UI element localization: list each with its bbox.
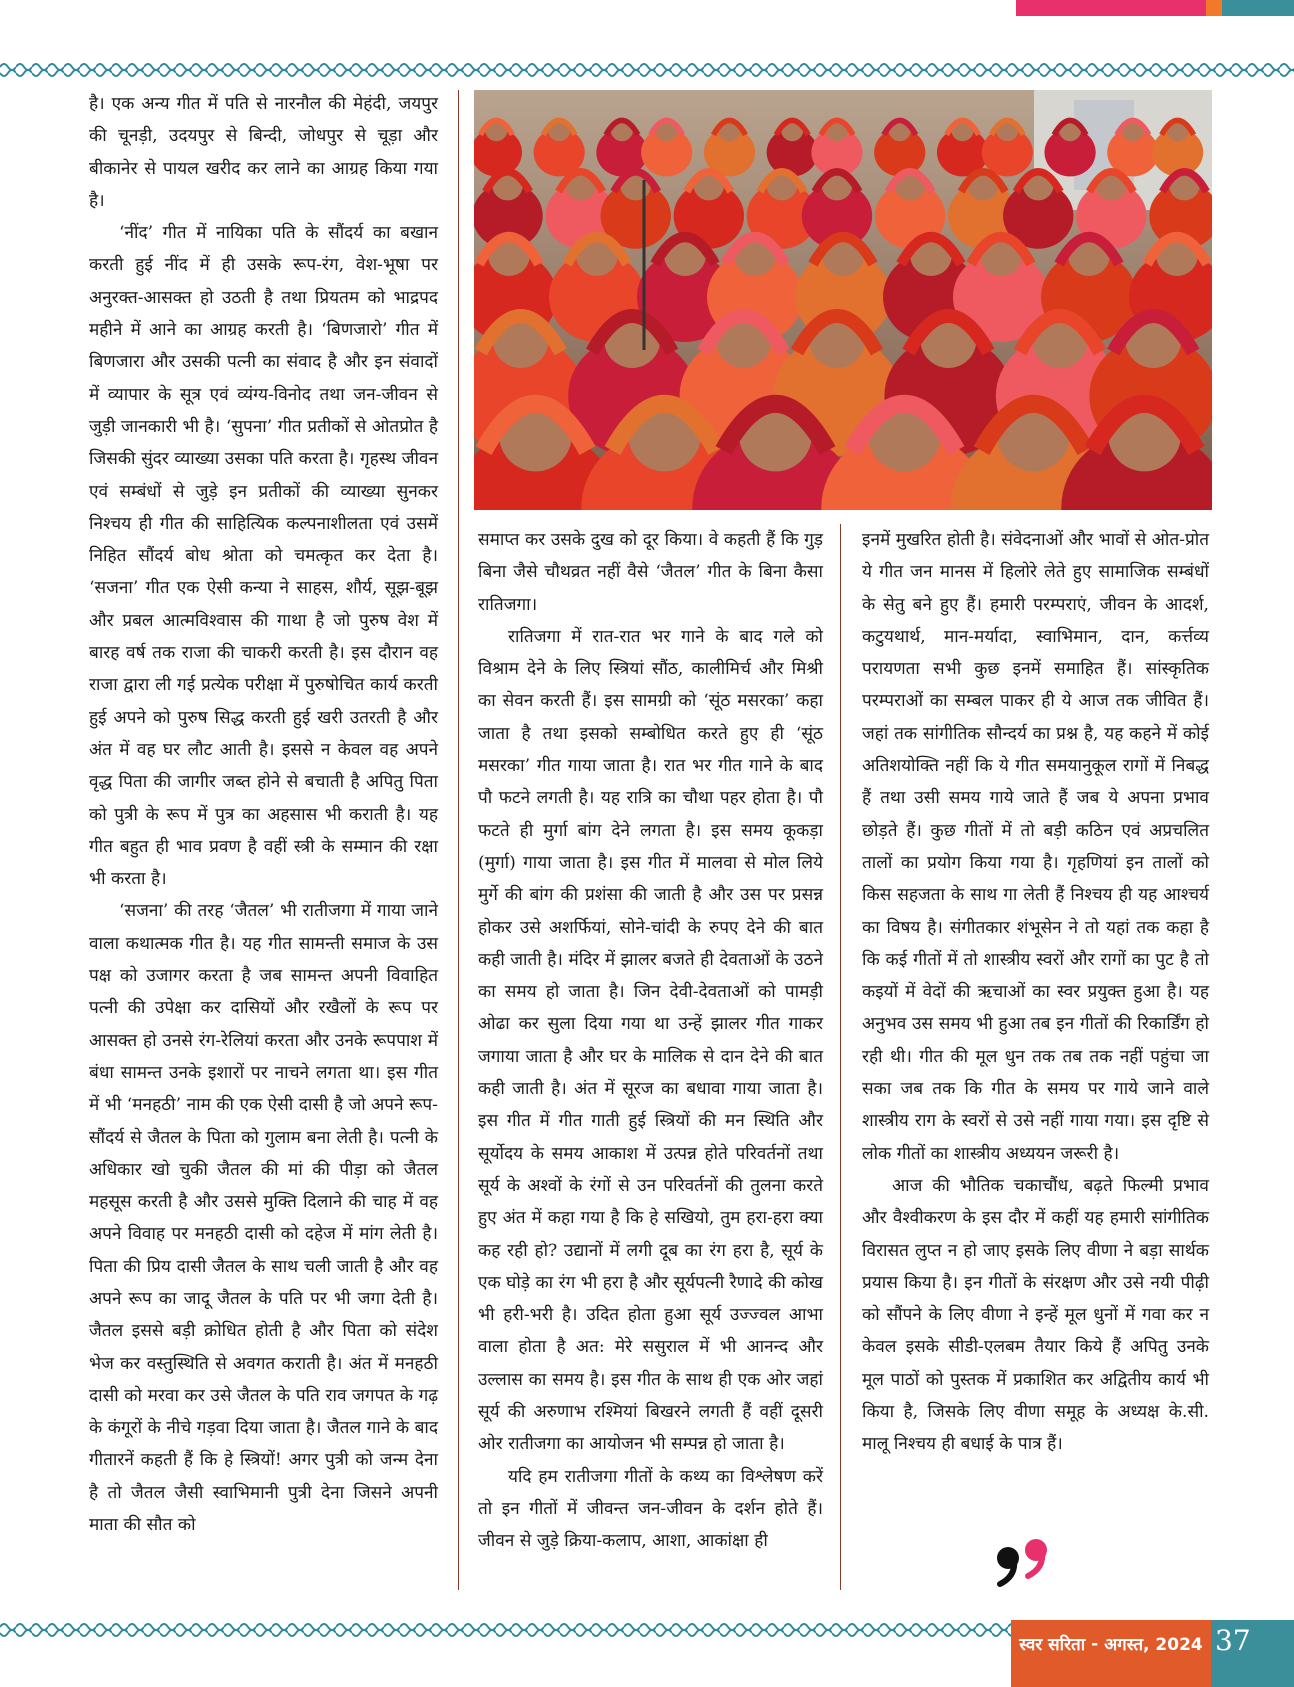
top-bar-teal: [1222, 0, 1294, 16]
paragraph: ‘सजना’ की तरह ‘जैतल’ भी रातीजगा में गाया जाने वाला कथात्मक गीत है। यह गीत सामन्ती समाज के उस पक्ष को उजागर करता है जब सामन्त अपनी विवाहित पत्नी की उपेक्षा कर दासियों और रखैलों के रूप पर आसक्त हो उनसे रंग-रेलियां करता और उनके रूपपाश में बंधा सामन्त उनके इशारों पर नाचने लगता था। इस गीत में भी ‘मनहठी’ नाम की एक ऐसी दासी है जो अपने रूप-सौंदर्य से जैतल के पिता को गुलाम बना लेती है। पत्नी के अधिकार खो चुकी जैतल की मां की पीड़ा को जैतल महसूस करती है और उससे मुक्ति दिलाने की चाह में वह अपने विवाह पर मनहठी दासी को दहेज में मांग लेती है। पिता की प्रिय दासी जैतल के साथ चली जाती है और वह अपने रूप का जादू जैतल के पति पर भी जगा देती है। जैतल इससे बड़ी क्रोधित होती है और पिता को संदेश भेज कर वस्तुस्थिति से अवगत कराती है। अंत में मनहठी दासी को मरवा कर उसे जैतल के पति राव जगपत के गढ़ के कंगूरों के नीचे गड़वा दिया जाता है। जैतल गाने के बाद गीतारनें कहती हैं कि हे स्त्रियों! अगर पुत्री को जन्म देना है तो जैतल जैसी स्वाभिमानी पुत्री देना जिसने अपनी माता की सौत को: [89, 901, 438, 1536]
footer-magazine-title: [1011, 1620, 1211, 1687]
paragraph: इनमें मुखरित होती है। संवेदनाओं और भावों से ओत-प्रोत ये गीत जन मानस में हिलोरे लेते हुए सामाजिक सम्बंधों के सेतु बने हुए हैं। हमारी परम्पराएं, जीवन के आदर्श, कटुयथार्थ, मान-मर्यादा, स्वाभिमान, दान, कर्त्तव्य परायणता सभी कुछ इनमें समाहित हैं। सांस्कृतिक परम्पराओं का सम्बल पाकर ही ये आज तक जीवित हैं। जहां तक सांगीतिक सौन्दर्य का प्रश्न है, यह कहने में कोई अतिशयोक्ति नहीं कि ये गीत समयानुकूल रागों में निबद्ध हैं तथा उसी समय गाये जाते हैं जब ये अपना प्रभाव छोड़ते हैं। कुछ गीतों में तो बड़ी कठिन एवं अप्रचलित तालों का प्रयोग किया गया है। गृहणियां इन तालों को किस सहजता के साथ गा लेती हैं निश्चय ही यह आश्चर्य का विषय है। संगीतकार शंभूसेन ने तो यहां तक कहा है कि कई गीतों में तो शास्त्रीय स्वरों और रागों का पुट है तो कइयों में वेदों की ऋचाओं का स्वर प्रयुक्त हुआ है। यह अनुभव उस समय भी हुआ तब इन गीतों की रिकार्डिंग हो रही थी। गीत की मूल धुन तक तब तक नहीं पहुंचा जा सका जब तक कि गीत के समय पर गाये जाने वाले शास्त्रीय राग के स्वरों से उसे नहीं गाया गया। इस दृष्टि से लोक गीतों का शास्त्रीय अध्ययन जरूरी है।: [862, 530, 1209, 1164]
text-column-2: [478, 524, 823, 1558]
column-divider: [840, 524, 841, 1590]
page-number: 37: [1211, 1620, 1294, 1687]
closing-quote-icon: [994, 1528, 1054, 1588]
paragraph: है। एक अन्य गीत में पति से नारनौल की मेहंदी, जयपुर की चूनड़ी, उदयपुर से बिन्दी, जोधपुर से चूड़ा और बीकानेर से पायल खरीद कर लाने का आग्रह किया गया है।: [89, 94, 438, 211]
issue-date: अगस्त, 2024: [1104, 1635, 1203, 1655]
paragraph: समाप्त कर उसके दुख को दूर किया। वे कहती हैं कि गुड़ बिना जैसे चौथव्रत नहीं वैसे ‘जैतल’ गीत के बिना कैसा रातिजगा।: [478, 530, 823, 615]
paragraph: रातिजगा में रात-रात भर गाने के बाद गले को विश्राम देने के लिए स्त्रियां सौंठ, कालीमिर्च और मिश्री का सेवन करती हैं। इस सामग्री को ‘सूंठ मसरका’ कहा जाता है तथा इसको सम्बोधित करते हुए ही ‘सूंठ मसरका’ गीत गाया जाता है। रात भर गीत गाने के बाद पौ फटने लगती है। यह रात्रि का चौथा पहर होता है। पौ फटते ही मुर्गा बांग देने लगता है। इस समय कूकड़ा (मुर्गा) गाया जाता है। इस गीत में मालवा से मोल लिये मुर्गे की बांग की प्रशंसा की जाती है और उस पर प्रसन्न होकर उसे अशर्फियां, सोने-चांदी के रुपए देने की बात कही जाती है। मंदिर में झालर बजते ही देवताओं के उठने का समय हो जाता है। जिन देवी-देवताओं को पामड़ी ओढा कर सुला दिया गया था उन्हें झालर गीत गाकर जगाया जाता है और घर के मालिक से दान देने की बात कही जाती है। अंत में सूरज का बधावा गाया जाता है। इस गीत में गीत गाती हुई स्त्रियों की मन स्थिति और सूर्योदय के समय आकाश में उत्पन्न होते परिवर्तनों तथा सूर्य के अश्वों के रंगों से उन परिवर्तनों की तुलना करते हुए अंत में कहा गया है कि हे सखियो, तुम हरा-हरा क्या कह रही हो? उद्यानों में लगी दूब का रंग हरा है, सूर्य के एक घोड़े का रंग भी हरा है और सूर्यपत्नी रैणादे की कोख भी हरी-भरी है। उदित होता हुआ सूर्य उज्ज्वल आभा वाला होता है अत: मेरे ससुराल में भी आनन्द और उल्लास का समय है। इस गीत के साथ ही एक ओर जहां सूर्य की अरुणाभ रश्मियां बिखरने लगती हैं वहीं दूसरी ओर रातीजगा का आयोजन भी सम्पन्न हो जाता है।: [478, 626, 823, 1455]
text-column-3: [862, 524, 1209, 1461]
paragraph: ‘नींद’ गीत में नायिका पति के सौंदर्य का बखान करती हुई नींद में ही उसके रूप-रंग, वेश-भूषा पर अनुरक्त-आसक्त हो उठती है तथा प्रियतम को भाद्रपद महीने में आने का आग्रह करती है। ‘बिणजारो’ गीत में बिणजारा और उसकी पत्नी का संवाद है और इन संवादों में व्यापार के सूत्र एवं व्यंग्य-विनोद तथा जन-जीवन से जुड़ी जानकारी भी है। ‘सुपना’ गीत प्रतीकों से ओतप्रोत है जिसकी सुंदर व्याख्या उसका पति करता है। गृहस्थ जीवन एवं सम्बंधों से जुड़े इन प्रतीकों की व्याख्या सुनकर निश्चय ही गीत की साहित्यिक कल्पनाशीलता एवं उसमें निहित सौंदर्य बोध श्रोता को चमत्कृत कर देता है। ‘सजना’ गीत एक ऐसी कन्या ने साहस, शौर्य, सूझ-बूझ और प्रबल आत्मविश्वास की गाथा है जो पुरुष वेश में बारह वर्ष तक राजा की चाकरी करती है। इस दौरान वह राजा द्वारा ली गई प्रत्येक परीक्षा में पुरुषोचित कार्य करती हुई अपने को पुरुष सिद्ध करती हुई खरी उतरती है और अंत में वह घर लौट आती है। इससे न केवल वह अपने वृद्ध पिता की जागीर जब्त होने से बचाती है अपितु पिता को पुत्री के रूप में पुत्र का अहसास भी कराती है। यह गीत बहुत ही भाव प्रवण है वहीं स्त्री के सम्मान की रक्षा भी करता है।: [89, 223, 438, 890]
women-singing-photo: [474, 90, 1212, 510]
top-bar-orange: [1206, 0, 1222, 16]
top-decorative-border: [0, 60, 1294, 80]
top-bar-pink: [1016, 0, 1206, 16]
top-accent-bar: [1016, 0, 1294, 16]
article-photo: [474, 90, 1212, 510]
paragraph: आज की भौतिक चकाचौंध, बढ़ते फिल्मी प्रभाव और वैश्वीकरण के इस दौर में कहीं यह हमारी सांगीतिक विरासत लुप्त न हो जाए इसके लिए वीणा ने बड़ा सार्थक प्रयास किया है। इन गीतों के संरक्षण और उसे नयी पीढ़ी को सौंपने के लिए वीणा ने इन्हें मूल धुनों में गवा कर न केवल इसके सीडी-एलबम तैयार किये हैं अपितु उनके मूल पाठों को पुस्तक में प्रकाशित कर अद्वितीय कार्य भी किया है, जिसके लिए वीणा समूह के अध्यक्ष के.सी. मालू निश्चय ही बधाई के पात्र हैं।: [862, 1175, 1209, 1455]
paragraph: यदि हम रातीजगा गीतों के कथ्य का विश्लेषण करें तो इन गीतों में जीवन्त जन-जीवन के दर्शन होते हैं। जीवन से जुड़े क्रिया-कलाप, आशा, आकांक्षा ही: [478, 1466, 823, 1552]
text-column-1: [89, 88, 438, 1541]
footer-separator: -: [1091, 1633, 1099, 1654]
column-divider: [458, 90, 459, 1590]
magazine-name: स्वर सरिता: [1019, 1635, 1086, 1655]
